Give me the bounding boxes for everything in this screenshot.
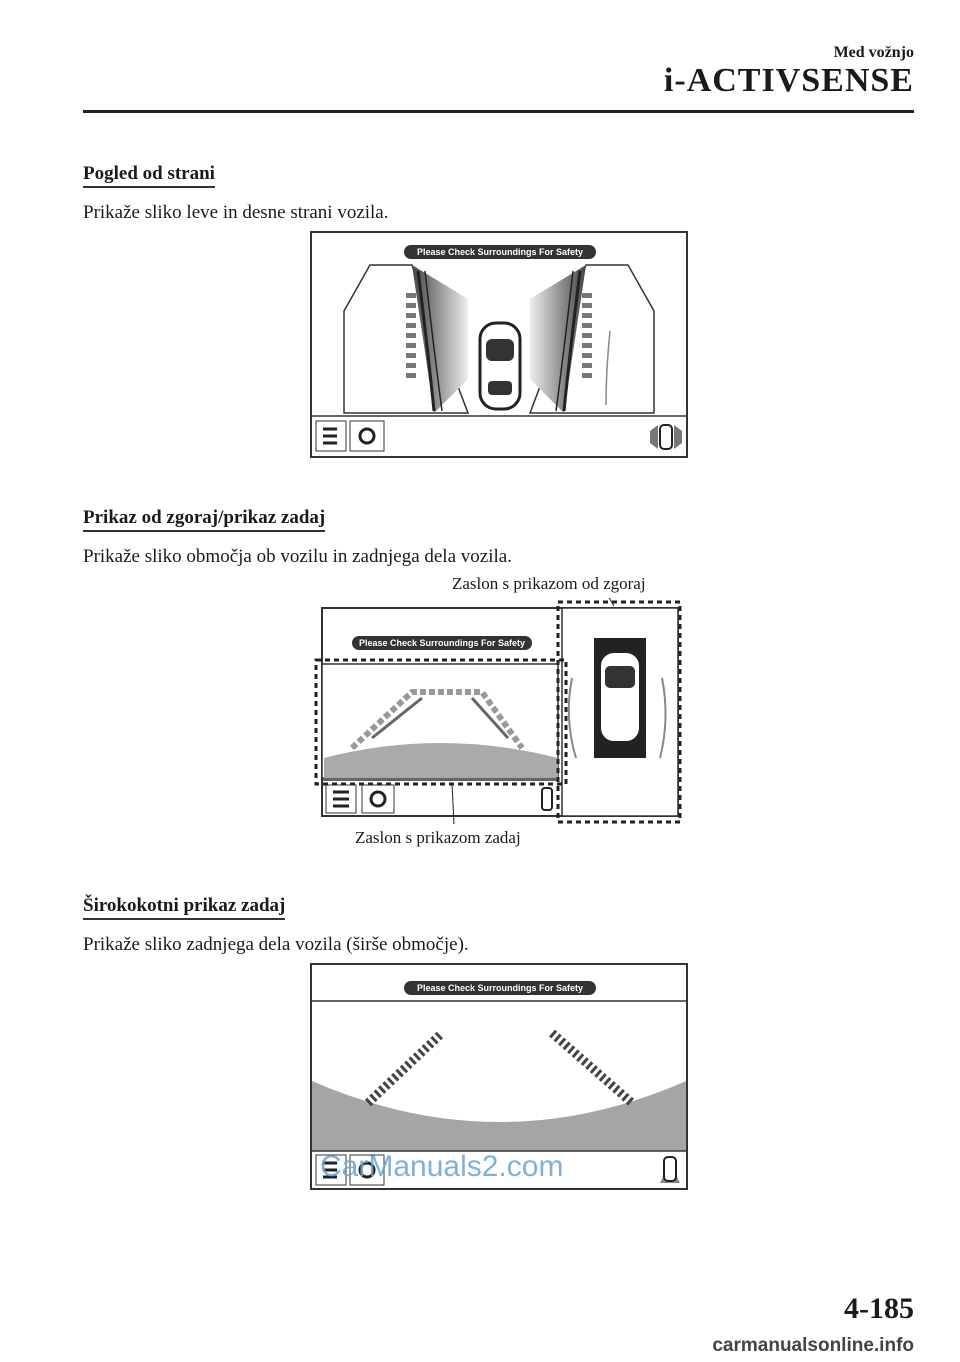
callout-rear-view: Zaslon s prikazom zadaj [355, 828, 521, 847]
callout-top-view: Zaslon s prikazom od zgoraj [452, 574, 646, 593]
chapter-label: Med vožnjo [833, 44, 914, 61]
section-text-side-view: Prikaže sliko leve in desne strani vozila. [83, 202, 389, 223]
side-view-screen-illustration [310, 231, 688, 458]
car-top-icon [480, 323, 520, 409]
watermark: CarManuals2.com [320, 1150, 564, 1183]
header-divider [83, 110, 914, 113]
car-status-icon [664, 1157, 676, 1181]
section-heading-top-rear-view: Prikaz od zgoraj/prikaz zadaj [83, 507, 325, 532]
section-text-top-rear-view: Prikaže sliko območja ob vozilu in zadnjega dela vozila. [83, 546, 512, 567]
banner-text: Please Check Surroundings For Safety [416, 983, 584, 993]
section-heading-wide-rear-view: Širokokotni prikaz zadaj [83, 895, 285, 920]
footer-url[interactable]: carmanualsonline.info [712, 1335, 914, 1356]
banner-text: Please Check Surroundings For Safety [358, 638, 526, 648]
page-number: 4-185 [844, 1292, 914, 1325]
car-status-icon [542, 788, 552, 810]
section-text-wide-rear-view: Prikaže sliko zadnjega dela vozila (širše območje). [83, 934, 469, 955]
car-status-icon [660, 425, 672, 449]
section-heading-side-view: Pogled od strani [83, 163, 215, 188]
page-title: i-ACTIVSENSE [663, 62, 914, 99]
banner-text: Please Check Surroundings For Safety [416, 247, 584, 257]
top-rear-view-screen-illustration [312, 598, 684, 824]
